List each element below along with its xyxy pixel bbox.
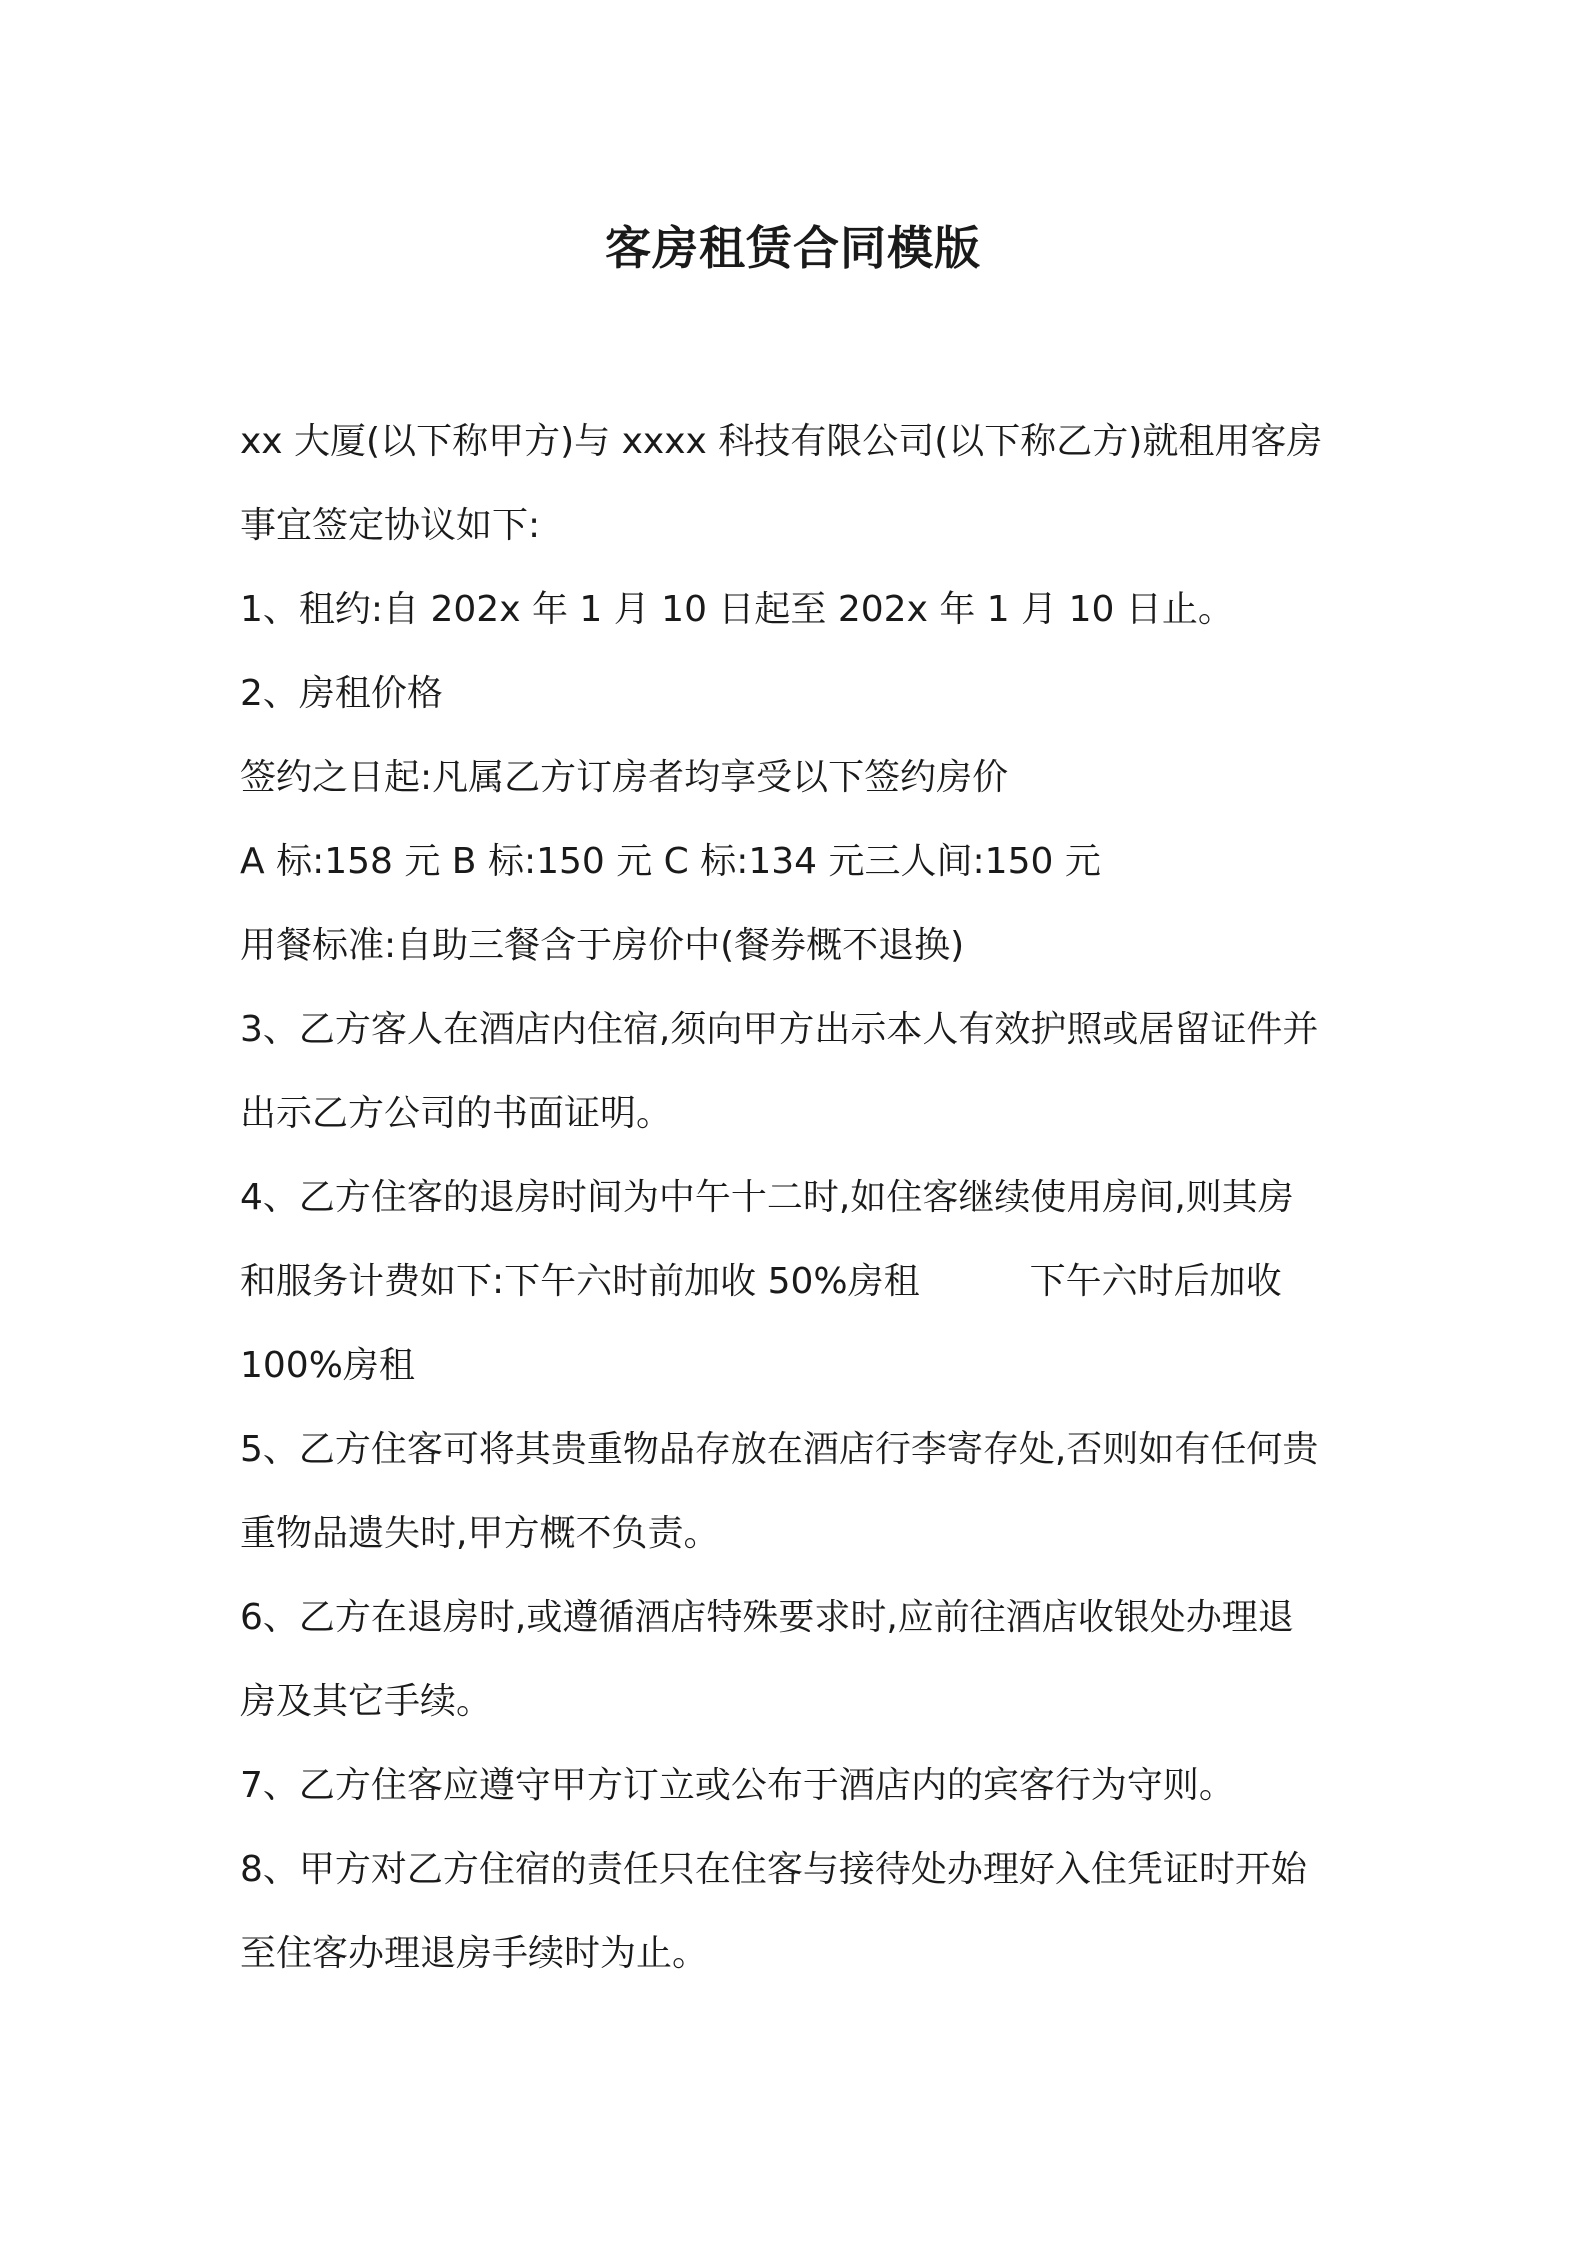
clause-3-line: 3、乙方客人在酒店内住宿,须向甲方出示本人有效护照或居留证件并 bbox=[240, 1009, 1319, 1050]
paragraph-line: xx 大厦(以下称甲方)与 xxxx 科技有限公司(以下称乙方)就租用客房 bbox=[240, 421, 1323, 462]
clause-7-line: 7、乙方住客应遵守甲方订立或公布于酒店内的宾客行为守则。 bbox=[240, 1765, 1235, 1806]
clause-2-line: 签约之日起:凡属乙方订房者均享受以下签约房价 bbox=[240, 757, 1009, 798]
clause-2-heading: 2、房租价格 bbox=[240, 673, 443, 714]
clause-4-text-part2: 下午六时后加收 bbox=[1029, 1261, 1282, 1302]
clause-4-line: 100%房租 bbox=[240, 1345, 415, 1386]
document-body bbox=[240, 400, 1350, 1996]
clause-6-line: 6、乙方在退房时,或遵循酒店特殊要求时,应前往酒店收银处办理退 bbox=[240, 1597, 1294, 1638]
room-rates-line: A 标:158 元 B 标:150 元 C 标:134 元三人间:150 元 bbox=[240, 841, 1101, 882]
clause-8-line: 8、甲方对乙方住宿的责任只在住客与接待处办理好入住凭证时开始 bbox=[240, 1849, 1307, 1890]
clause-6-line: 房及其它手续。 bbox=[240, 1681, 493, 1722]
meal-standard-line: 用餐标准:自助三餐含于房价中(餐券概不退换) bbox=[240, 925, 965, 966]
clause-5-line: 5、乙方住客可将其贵重物品存放在酒店行李寄存处,否则如有任何贵 bbox=[240, 1429, 1319, 1470]
document-title: 客房租赁合同模版 bbox=[605, 221, 981, 275]
clause-4-line bbox=[240, 1240, 1350, 1324]
paragraph-line: 事宜签定协议如下: bbox=[240, 505, 541, 546]
clause-4-text-part1: 和服务计费如下:下午六时前加收 50%房租 bbox=[240, 1261, 920, 1302]
clause-5-line: 重物品遗失时,甲方概不负责。 bbox=[240, 1513, 720, 1554]
clause-1-line: 1、租约:自 202x 年 1 月 10 日起至 202x 年 1 月 10 日止。 bbox=[240, 589, 1234, 630]
clause-8-line: 至住客办理退房手续时为止。 bbox=[240, 1933, 709, 1974]
clause-4-line: 4、乙方住客的退房时间为中午十二时,如住客继续使用房间,则其房 bbox=[240, 1177, 1294, 1218]
clause-3-line: 出示乙方公司的书面证明。 bbox=[240, 1093, 673, 1134]
